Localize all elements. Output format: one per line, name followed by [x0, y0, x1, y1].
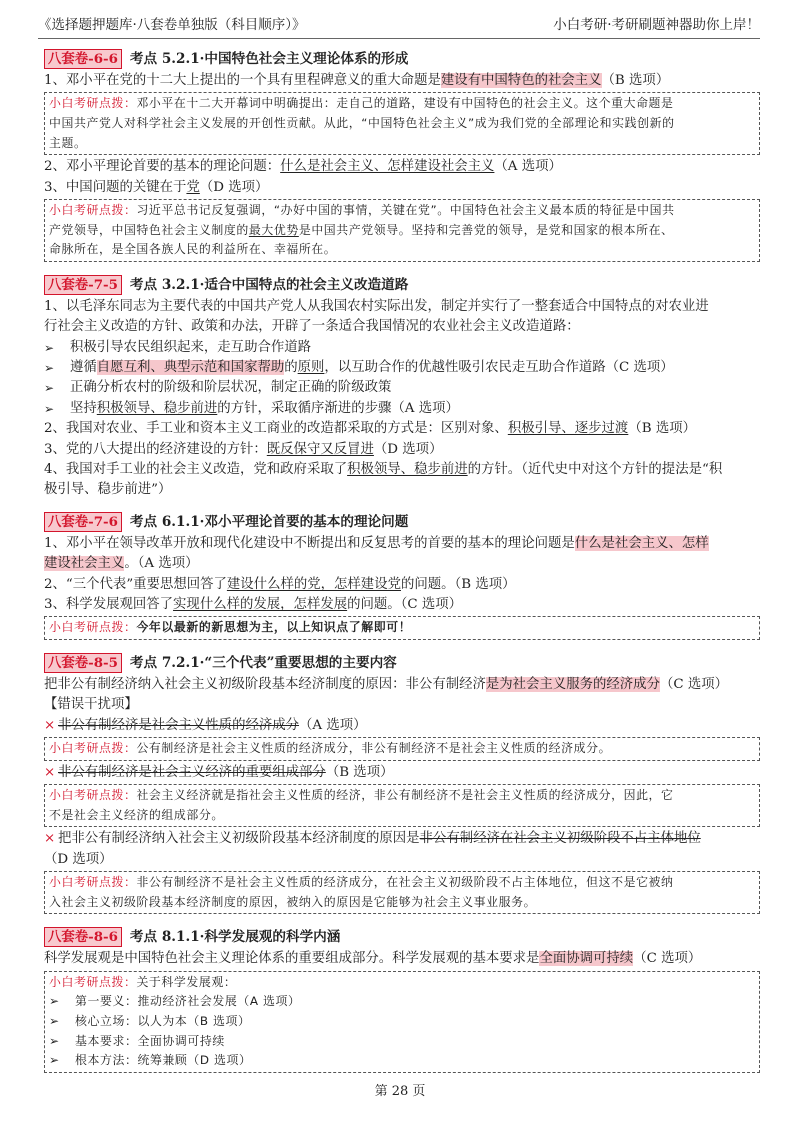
tip-label: 小白考研点拨： — [49, 741, 137, 756]
arrow-bullet-icon: ➢ — [49, 1014, 60, 1029]
list-item: ➢ 坚持积极领导、稳步前进的方针，采取循序渐进的步骤（A 选项） — [44, 399, 760, 419]
section-title: 考点 8.1.1·科学发展观的科学内涵 — [129, 929, 341, 946]
wrong-icon: × — [44, 717, 56, 733]
header-left: 《选择题押题库·八套卷单独版（科目顺序）》 — [38, 17, 306, 33]
section-tag: 八套卷-7-5 — [44, 275, 122, 295]
tip-label: 小白考研点拨： — [49, 875, 137, 890]
question-line: 3、中国问题的关键在于党（D 选项） — [44, 179, 269, 195]
section-title: 考点 3.2.1·适合中国特点的社会主义改造道路 — [129, 276, 409, 293]
tip-label: 小白考研点拨： — [49, 974, 137, 989]
tip-box: 小白考研点拨：社会主义经济就是指社会主义性质的经济，非公有制经济不是社会主义性质的经济成分，因此，它 不是社会主义经济的组成部分。 — [44, 784, 760, 827]
tip-box: 小白考研点拨：习近平总书记反复强调，“办好中国的事情，关键在党”。中国特色社会主义最本质的特征是中国共 产党领导，中国特色社会主义制度的最大优势是中国共产党领导。坚持和完善党的领导，是党和国家的根本所在、 命脉所在，是全国各族人民的利益所在、幸福所在。 — [44, 199, 760, 262]
section-tag: 八套卷-6-6 — [44, 49, 122, 69]
highlight: 建设有中国特色的社会主义 — [440, 73, 602, 88]
arrow-bullet-icon: ➢ — [44, 340, 55, 355]
arrow-bullet-icon: ➢ — [44, 401, 55, 416]
page-number: 第 28 页 — [374, 1084, 426, 1099]
tip-box: 小白考研点拨：今年以最新的新思想为主，以上知识点了解即可！ — [44, 616, 760, 640]
error-heading: 【错误干扰项】 — [44, 697, 138, 713]
wrong-icon: × — [44, 764, 56, 780]
section-title: 考点 7.2.1·“三个代表”重要思想的主要内容 — [129, 654, 397, 671]
section-7-5: 八套卷-7-5 考点 3.2.1·适合中国特点的社会主义改造道路 1、以毛泽东同志为主要代表的中国共产党人从我国农村实际出发，制定并实行了一整套适合中国特点的对农业进 行社会主义改造的方针、政策和办法，开辟了一条适合我国情况的农业社会主义改造道路： ➢ 积极引导农民组织起来，走互助合作道路 ➢ 遵循自愿互利、典型示范和国家帮助的原则，以互助合作的优越性吸引农民走互助合作道路（C 选项） ➢ 正确分析农村的阶级和阶层状况，制定正确的阶级政策 ➢ 坚持积极领导、稳步前进的方针，采取循序渐进的步骤（A 选项） 2、我国对农业、手工业和资本主义工商业的改造都采取的方式是：区别对象、积极引导、逐步过渡（B 选项） 3、党的八大提出的经济建设的方针：既反保守又反冒进（D 选项） 4、我国对手工业的社会主义改造，党和政府采取了积极领导、稳步前进的方针。（近代史中对这个方针的提法是“积 极引导、稳步前进”） — [44, 274, 760, 501]
section-6-6 — [44, 48, 760, 262]
section-8-5: 八套卷-8-5 考点 7.2.1·“三个代表”重要思想的主要内容 把非公有制经济纳入社会主义初级阶段基本经济制度的原因：非公有制经济是为社会主义服务的经济成分（C 选项） 【错误干扰项】 × 非公有制经济是社会主义性质的经济成分（A 选项） 小白考研点拨：公有制经济是社会主义性质的经济成分，非公有制经济不是社会主义性质的经济成分。 × 非公有制经济是社会主义经济的重要组成部分（B 选项） 小白考研点拨：社会主义经济就是指社会主义性质的经济，非公有制经济不是社会主义性质的经济成分，因此，它 不是社会主义经济的组成部分。 × 把非公有制经济纳入社会主义初级阶段基本经济制度的原因是非公有制经济在社会主义初级阶段不占主体地位 （D 选项） 小白考研点拨：非公有制经济不是社会主义性质的经济成分，在社会主义初级阶段不占主体地位，但这不是它被纳 入社会主义初级阶段基本经济制度的原因，被纳入的原因是它能够为社会主义事业服务。 — [44, 652, 760, 914]
arrow-bullet-icon: ➢ — [49, 1033, 60, 1048]
section-title: 考点 6.1.1·邓小平理论首要的基本的理论问题 — [129, 513, 409, 530]
arrow-bullet-icon: ➢ — [49, 1053, 60, 1068]
section-tag: 八套卷-8-6 — [44, 927, 122, 947]
tip-box: 小白考研点拨：关于科学发展观： ➢ 第一要义：推动经济社会发展（A 选项） ➢ 核心立场：以人为本（B 选项） ➢ 基本要求：全面协调可持续 ➢ 根本方法：统筹兼顾（D 选项） — [44, 971, 760, 1073]
tip-box: 小白考研点拨：非公有制经济不是社会主义性质的经济成分，在社会主义初级阶段不占主体地位，但这不是它被纳 入社会主义初级阶段基本经济制度的原因，被纳入的原因是它能够为社会主义事业服务。 — [44, 871, 760, 914]
list-item: ➢ 正确分析农村的阶级和阶层状况，制定正确的阶级政策 — [44, 378, 760, 398]
list-item: ➢ 遵循自愿互利、典型示范和国家帮助的原则，以互助合作的优越性吸引农民走互助合作道路（C 选项） — [44, 358, 760, 378]
arrow-bullet-icon: ➢ — [49, 994, 60, 1009]
list-item: ➢ 积极引导农民组织起来，走互助合作道路 — [44, 338, 760, 358]
question-line: 1、邓小平在党的十二大上提出的一个具有里程碑意义的重大命题是建设有中国特色的社会主义（B 选项） — [44, 73, 670, 88]
arrow-bullet-icon: ➢ — [44, 381, 55, 396]
section-tag: 八套卷-8-5 — [44, 653, 122, 673]
tip-box: 小白考研点拨：邓小平在十二大开幕词中明确提出：走自己的道路，建设有中国特色的社会主义。这个重大命题是 中国共产党人对科学社会主义发展的开创性贡献。从此，“中国特色社会主义”成为我们党的全部理论和实践创新的 主题。 — [44, 92, 760, 155]
question-line: 2、邓小平理论首要的基本的理论问题：什么是社会主义、怎样建设社会主义（A 选项） — [44, 159, 562, 175]
arrow-bullet-icon: ➢ — [44, 361, 55, 375]
section-8-6: 八套卷-8-6 考点 8.1.1·科学发展观的科学内涵 科学发展观是中国特色社会主义理论体系的重要组成部分。科学发展观的基本要求是全面协调可持续（C 选项） 小白考研点拨：关于科学发展观： ➢ 第一要义：推动经济社会发展（A 选项） ➢ 核心立场：以人为本（B 选项） ➢ 基本要求：全面协调可持续 ➢ 根本方法：统筹兼顾（D 选项） — [44, 926, 760, 1072]
section-tag: 八套卷-7-6 — [44, 512, 122, 532]
wrong-icon: × — [44, 831, 56, 847]
tip-label: 小白考研点拨： — [49, 620, 137, 635]
tip-label: 小白考研点拨： — [49, 203, 137, 217]
page-header — [38, 14, 760, 39]
header-right: 小白考研·考研刷题神器助你上岸！ — [553, 17, 760, 33]
page-content — [44, 48, 760, 1075]
tip-box: 小白考研点拨：公有制经济是社会主义性质的经济成分，非公有制经济不是社会主义性质的经济成分。 — [44, 737, 760, 761]
tip-label: 小白考研点拨： — [49, 96, 137, 111]
section-title: 考点 5.2.1·中国特色社会主义理论体系的形成 — [129, 50, 409, 67]
section-7-6: 八套卷-7-6 考点 6.1.1·邓小平理论首要的基本的理论问题 1、邓小平在领导改革开放和现代化建设中不断提出和反复思考的首要的基本的理论问题是什么是社会主义、怎样 建设社会主义。（A 选项） 2、“三个代表”重要思想回答了建设什么样的党，怎样建设党的问题。（B 选项） 3、科学发展观回答了实现什么样的发展，怎样发展的问题。（C 选项） 小白考研点拨：今年以最新的新思想为主，以上知识点了解即可！ — [44, 511, 760, 640]
tip-label: 小白考研点拨： — [49, 788, 137, 803]
